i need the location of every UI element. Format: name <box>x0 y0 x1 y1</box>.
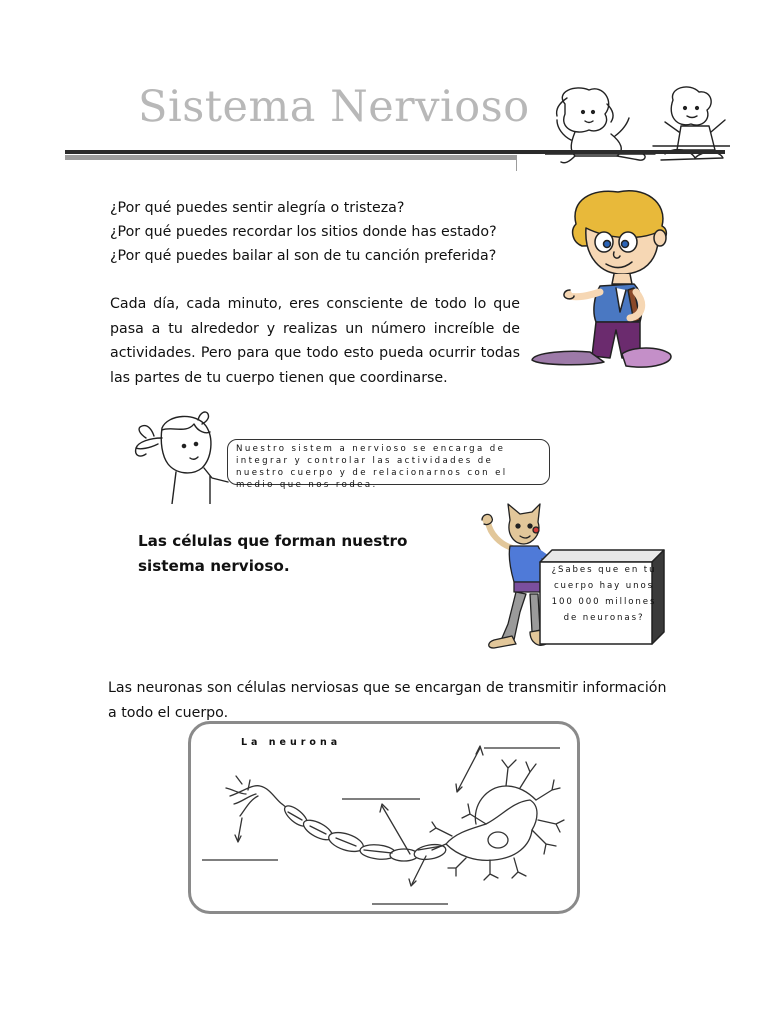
header-rule-tick <box>516 155 517 171</box>
section-heading: Las células que forman nuestro sistema nervioso. <box>138 532 408 575</box>
neuron-paragraph: Las neuronas son células nerviosas que se encargan de transmitir información a todo el cuerpo. <box>108 680 667 721</box>
boy-cartoon <box>530 186 682 370</box>
header-rule-grey <box>65 155 517 160</box>
page-title: Sistema Nervioso <box>138 82 530 132</box>
question-3: ¿Por qué puedes bailar al son de tu canción preferida? <box>110 248 497 264</box>
speech-bubble: Nuestro sistem a nervioso se encarga de integrar y controlar las actividades de nuestro cuerpo y de relacionarnos con el medio que nos rodea. <box>227 439 550 485</box>
girl-illustration <box>132 408 232 504</box>
diagram-title: La neurona <box>241 737 342 748</box>
header-rule-dark <box>65 150 725 154</box>
intro-paragraph: Cada día, cada minuto, eres consciente de todo lo que pasa a tu alrededor y realizas un número increíble de actividades. Pero para que todo esto pueda ocurrir todas las partes de tu cuerpo tienen que coordinarse. <box>110 296 520 386</box>
neuron-drawing <box>190 724 578 912</box>
question-1: ¿Por qué puedes sentir alegría o tristeza? <box>110 200 405 216</box>
sabes-box-text: ¿Sabes que en tu cuerpo hay unos 100 000 millones de neuronas? <box>551 565 657 623</box>
question-2: ¿Por qué puedes recordar los sitios donde has estado? <box>110 224 497 240</box>
